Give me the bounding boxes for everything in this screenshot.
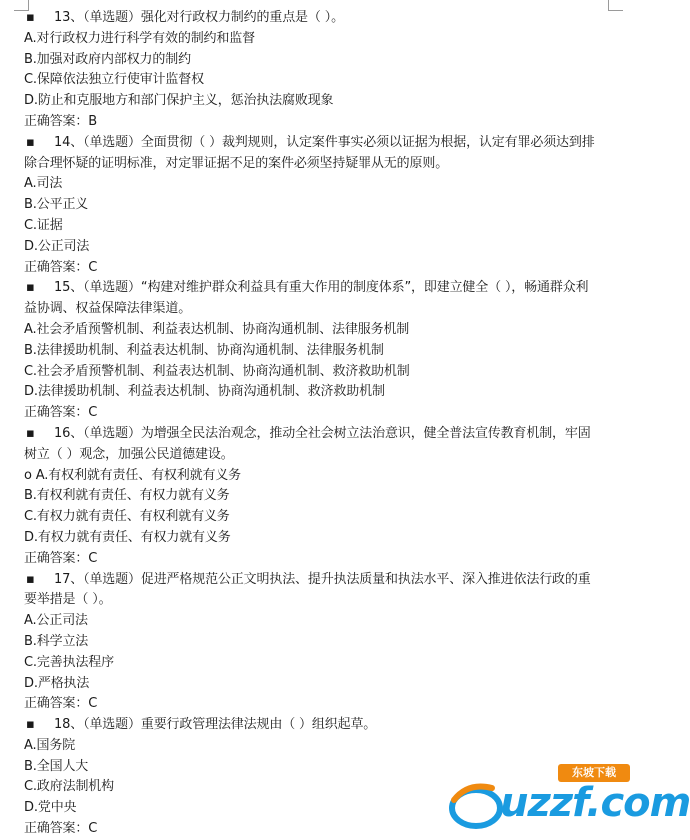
question-number: 16、 <box>54 425 84 441</box>
correct-answer: 正确答案：C <box>24 405 98 421</box>
answer-option: D.党中央 <box>24 800 77 816</box>
answer-option: A.司法 <box>24 176 63 192</box>
question-text: 为增强全民法治观念，推动全社会树立法治意识，健全普法宣传教育机制，牢固树立（ ）观念，加强公民道德建设。 <box>24 425 591 462</box>
answer-option: B.加强对政府内部权力的制约 <box>24 51 191 67</box>
correct-answer: 正确答案：C <box>24 550 98 566</box>
question-block <box>24 570 596 716</box>
question-type: （单选题） <box>83 280 141 296</box>
question-block <box>24 133 596 279</box>
answer-option: B.法律援助机制、利益表达机制、协商沟通机制、法律服务机制 <box>24 342 384 358</box>
correct-answer: 正确答案：C <box>24 821 98 837</box>
site-watermark-logo <box>440 760 690 840</box>
question-number: 18、 <box>54 717 84 733</box>
bullet-icon: ▪ <box>26 134 35 150</box>
answer-option: B.公平正义 <box>24 197 89 213</box>
answer-option: C.保障依法独立行使审计监督权 <box>24 72 204 88</box>
correct-answer: 正确答案：C <box>24 696 98 712</box>
logo-badge: 东坡下载 <box>558 764 630 782</box>
question-stem <box>24 278 596 320</box>
bullet-icon: ▪ <box>26 10 35 25</box>
answer-option: B.科学立法 <box>24 633 89 649</box>
question-type: （单选题） <box>83 10 141 25</box>
question-stem <box>24 570 596 612</box>
question-block <box>24 278 596 424</box>
question-type: （单选题） <box>83 425 141 441</box>
answer-option: D.防止和克服地方和部门保护主义，惩治执法腐败现象 <box>24 93 334 109</box>
answer-option: A.社会矛盾预警机制、利益表达机制、协商沟通机制、法律服务机制 <box>24 321 410 337</box>
logo-swirl-icon <box>448 778 504 830</box>
question-text: 重要行政管理法律法规由（ ）组织起草。 <box>140 717 377 733</box>
logo-brand-text: uzzf.com <box>500 780 690 826</box>
answer-option: D.公正司法 <box>24 238 90 254</box>
question-stem <box>24 133 596 175</box>
question-type: （单选题） <box>83 571 141 587</box>
question-number: 14、 <box>54 134 84 150</box>
answer-option: D.严格执法 <box>24 675 90 691</box>
answer-option: A.公正司法 <box>24 613 88 629</box>
question-block <box>24 424 596 570</box>
question-stem <box>24 715 596 736</box>
correct-answer: 正确答案：C <box>24 259 98 275</box>
question-text: “构建对维护群众利益具有重大作用的制度体系”，即建立健全（ ），畅通群众利益协调、权益保障法律渠道。 <box>24 280 589 317</box>
answer-option: D.有权力就有责任、有权力就有义务 <box>24 529 231 545</box>
bullet-icon: ▪ <box>26 571 35 587</box>
question-number: 15、 <box>54 280 84 296</box>
question-text: 促进严格规范公正文明执法、提升执法质量和执法水平、深入推进依法行政的重要举措是（ ）。 <box>24 571 591 608</box>
question-stem <box>24 424 596 466</box>
answer-option: A.对行政权力进行科学有效的制约和监督 <box>24 30 255 46</box>
answer-option: C.社会矛盾预警机制、利益表达机制、协商沟通机制、救济救助机制 <box>24 363 410 379</box>
question-text: 强化对行政权力制约的重点是（ ）。 <box>140 10 344 25</box>
question-block <box>24 8 596 133</box>
question-list <box>24 8 596 840</box>
answer-option: o A.有权利就有责任、有权利就有义务 <box>24 467 242 483</box>
question-type: （单选题） <box>83 717 141 733</box>
answer-option: C.有权力就有责任、有权利就有义务 <box>24 509 230 525</box>
answer-option: C.政府法制机构 <box>24 779 115 795</box>
answer-option: D.法律援助机制、利益表达机制、协商沟通机制、救济救助机制 <box>24 384 385 400</box>
correct-answer: 正确答案：B <box>24 113 98 129</box>
bullet-icon: ▪ <box>26 425 35 441</box>
question-stem <box>24 8 596 29</box>
question-text: 全面贯彻（ ）裁判规则，认定案件事实必须以证据为根据，认定有罪必须达到排除合理怀疑的证明标准，对定罪证据不足的案件必须坚持疑罪从无的原则。 <box>24 134 595 171</box>
page-corner-mark-right <box>608 0 623 11</box>
answer-option: C.证据 <box>24 217 63 233</box>
question-type: （单选题） <box>83 134 141 150</box>
question-number: 13、 <box>54 10 84 25</box>
question-number: 17、 <box>54 571 84 587</box>
bullet-icon: ▪ <box>26 717 35 733</box>
bullet-icon: ▪ <box>26 280 35 296</box>
answer-option: A.国务院 <box>24 737 76 753</box>
answer-option: C.完善执法程序 <box>24 654 115 670</box>
answer-option: B.有权利就有责任、有权力就有义务 <box>24 488 230 504</box>
answer-option: B.全国人大 <box>24 758 89 774</box>
